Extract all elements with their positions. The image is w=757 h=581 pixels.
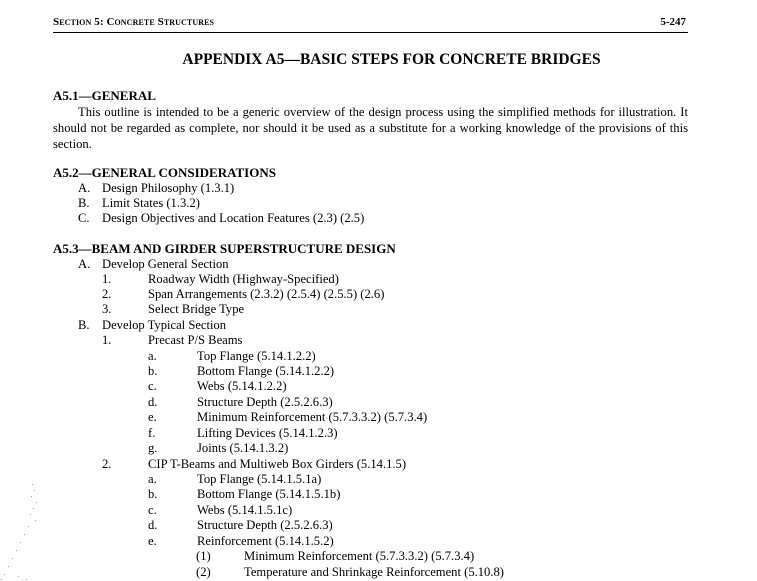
outline-text: Joints (5.14.1.3.2): [197, 441, 289, 455]
general-paragraph: This outline is intended to be a generic overview of the design process using the simplified methods for illustration. It should not be regarded as complete, nor should it be used as a substitute for a working knowledge of the provisions of this section.: [53, 105, 688, 151]
outline-marker: a.: [148, 472, 157, 486]
outline-text: Span Arrangements (2.3.2) (2.5.4) (2.5.5) (2.6): [148, 287, 385, 301]
heading-a5-2: A5.2—GENERAL CONSIDERATIONS: [53, 165, 276, 180]
outline-marker: d.: [148, 395, 158, 409]
outline-marker: c.: [148, 503, 157, 517]
outline-text: Structure Depth (2.5.2.6.3): [197, 518, 333, 532]
list-text: Design Objectives and Location Features (2.3) (2.5): [102, 211, 365, 225]
outline-text: Bottom Flange (5.14.1.2.2): [197, 364, 335, 378]
list-marker: A.: [78, 181, 91, 195]
outline-marker: b.: [148, 364, 158, 378]
running-header: [53, 16, 688, 33]
outline-marker: e.: [148, 410, 157, 424]
outline-marker: A.: [78, 257, 91, 271]
outline-marker: 3.: [102, 302, 112, 316]
outline-text: Develop Typical Section: [102, 318, 227, 332]
outline-text: Develop General Section: [102, 257, 229, 271]
running-header-page-number: 5-247: [660, 16, 686, 28]
list-marker: C.: [78, 211, 90, 225]
outline-text: Precast P/S Beams: [148, 333, 243, 347]
outline-text: Webs (5.14.1.2.2): [197, 379, 287, 393]
outline-marker: c.: [148, 379, 157, 393]
heading-a5-1: A5.1—GENERAL: [53, 88, 156, 103]
outline-marker: 1.: [102, 333, 112, 347]
outline-marker: 2.: [102, 457, 112, 471]
outline-text: Structure Depth (2.5.2.6.3): [197, 395, 333, 409]
outline-text: Bottom Flange (5.14.1.5.1b): [197, 487, 341, 501]
outline-marker: g.: [148, 441, 158, 455]
scan-edge-artifact: [0, 482, 40, 581]
outline-marker: 2.: [102, 287, 112, 301]
outline-text: Minimum Reinforcement (5.7.3.3.2) (5.7.3.4): [197, 410, 428, 424]
outline-text: Reinforcement (5.14.1.5.2): [197, 534, 334, 548]
outline-marker: e.: [148, 534, 157, 548]
heading-a5-3: A5.3—BEAM AND GIRDER SUPERSTRUCTURE DESIGN: [53, 241, 396, 256]
page-title: APPENDIX A5—BASIC STEPS FOR CONCRETE BRIDGES: [182, 51, 601, 68]
outline-text: Top Flange (5.14.1.2.2): [197, 349, 316, 363]
outline-marker: a.: [148, 349, 157, 363]
running-header-section: Section 5: Concrete Structures: [53, 16, 215, 28]
outline-marker: (2): [196, 565, 211, 579]
list-marker: B.: [78, 196, 90, 210]
outline-text: Roadway Width (Highway-Specified): [148, 272, 339, 286]
outline-marker: b.: [148, 487, 158, 501]
outline-text: Temperature and Shrinkage Reinforcement (5.10.8): [244, 565, 504, 579]
list-text: Design Philosophy (1.3.1): [102, 181, 235, 195]
outline-text: CIP T-Beams and Multiweb Box Girders (5.14.1.5): [148, 457, 407, 471]
outline-text: Webs (5.14.1.5.1c): [197, 503, 293, 517]
outline-text: Lifting Devices (5.14.1.2.3): [197, 426, 338, 440]
outline-text: Select Bridge Type: [148, 302, 245, 316]
outline-marker: (1): [196, 549, 211, 563]
outline-marker: f.: [148, 426, 156, 440]
outline-marker: B.: [78, 318, 90, 332]
list-text: Limit States (1.3.2): [102, 196, 200, 210]
outline-text: Minimum Reinforcement (5.7.3.3.2) (5.7.3.4): [244, 549, 475, 563]
outline-marker: d.: [148, 518, 158, 532]
outline-text: Top Flange (5.14.1.5.1a): [197, 472, 322, 486]
outline-marker: 1.: [102, 272, 112, 286]
